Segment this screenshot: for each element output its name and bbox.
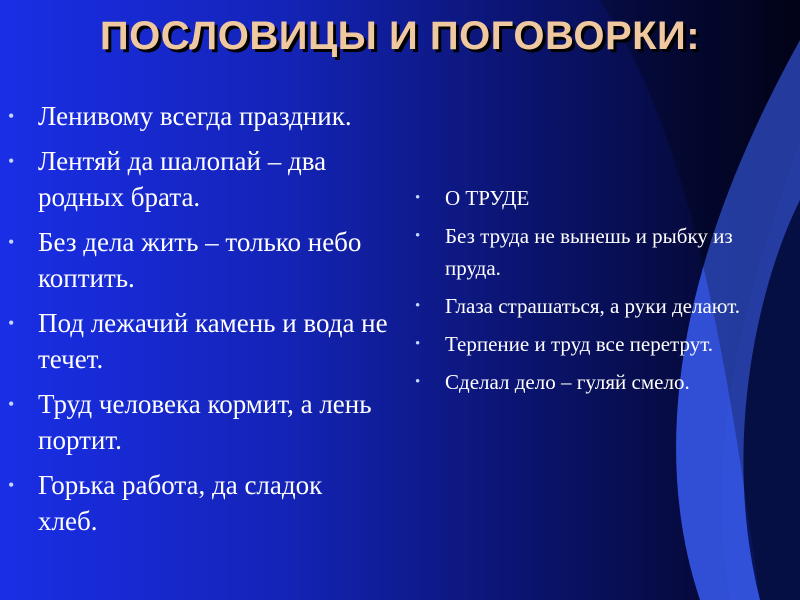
list-item-text: Глаза страшаться, а руки делают. <box>445 294 741 318</box>
bullet-icon: • <box>415 298 421 314</box>
slide-title: ПОСЛОВИЦЫ И ПОГОВОРКИ: <box>99 14 701 58</box>
bullet-icon: • <box>415 336 421 352</box>
list-item <box>8 143 388 215</box>
list-item <box>415 220 765 284</box>
list-item <box>415 328 765 360</box>
bullet-icon: • <box>8 475 15 495</box>
list-item-text: Горька работа, да сладок хлеб. <box>38 470 323 536</box>
bullet-icon: • <box>8 313 15 333</box>
list-item-text: Под лежачий камень и вода не течет. <box>38 308 388 374</box>
list-item <box>415 290 765 322</box>
list-item <box>415 182 765 214</box>
list-item <box>8 305 388 377</box>
list-item-text: Сделал дело – гуляй смело. <box>445 370 690 394</box>
list-item <box>8 224 388 296</box>
bullet-icon: • <box>415 374 421 390</box>
list-item-text: Лентяй да шалопай – два родных брата. <box>38 146 327 212</box>
proverbs-list-right <box>415 182 765 404</box>
list-item-text: О ТРУДЕ <box>445 186 530 210</box>
bullet-icon: • <box>8 151 15 171</box>
list-item <box>8 386 388 458</box>
list-item-text: Труд человека кормит, а лень портит. <box>38 389 372 455</box>
list-item-text: Ленивому всегда праздник. <box>38 101 352 131</box>
bullet-icon: • <box>415 190 421 206</box>
list-item <box>415 366 765 398</box>
bullet-icon: • <box>8 394 15 414</box>
bullet-icon: • <box>8 232 15 252</box>
list-item-text: Терпение и труд все перетрут. <box>445 332 714 356</box>
list-item <box>8 98 388 134</box>
list-item-text: Без дела жить – только небо коптить. <box>38 227 362 293</box>
list-item-text: Без труда не вынешь и рыбку из пруда. <box>445 224 733 280</box>
list-item <box>8 467 388 539</box>
bullet-icon: • <box>8 106 15 126</box>
bullet-icon: • <box>415 228 421 244</box>
proverbs-list-left <box>8 98 388 548</box>
